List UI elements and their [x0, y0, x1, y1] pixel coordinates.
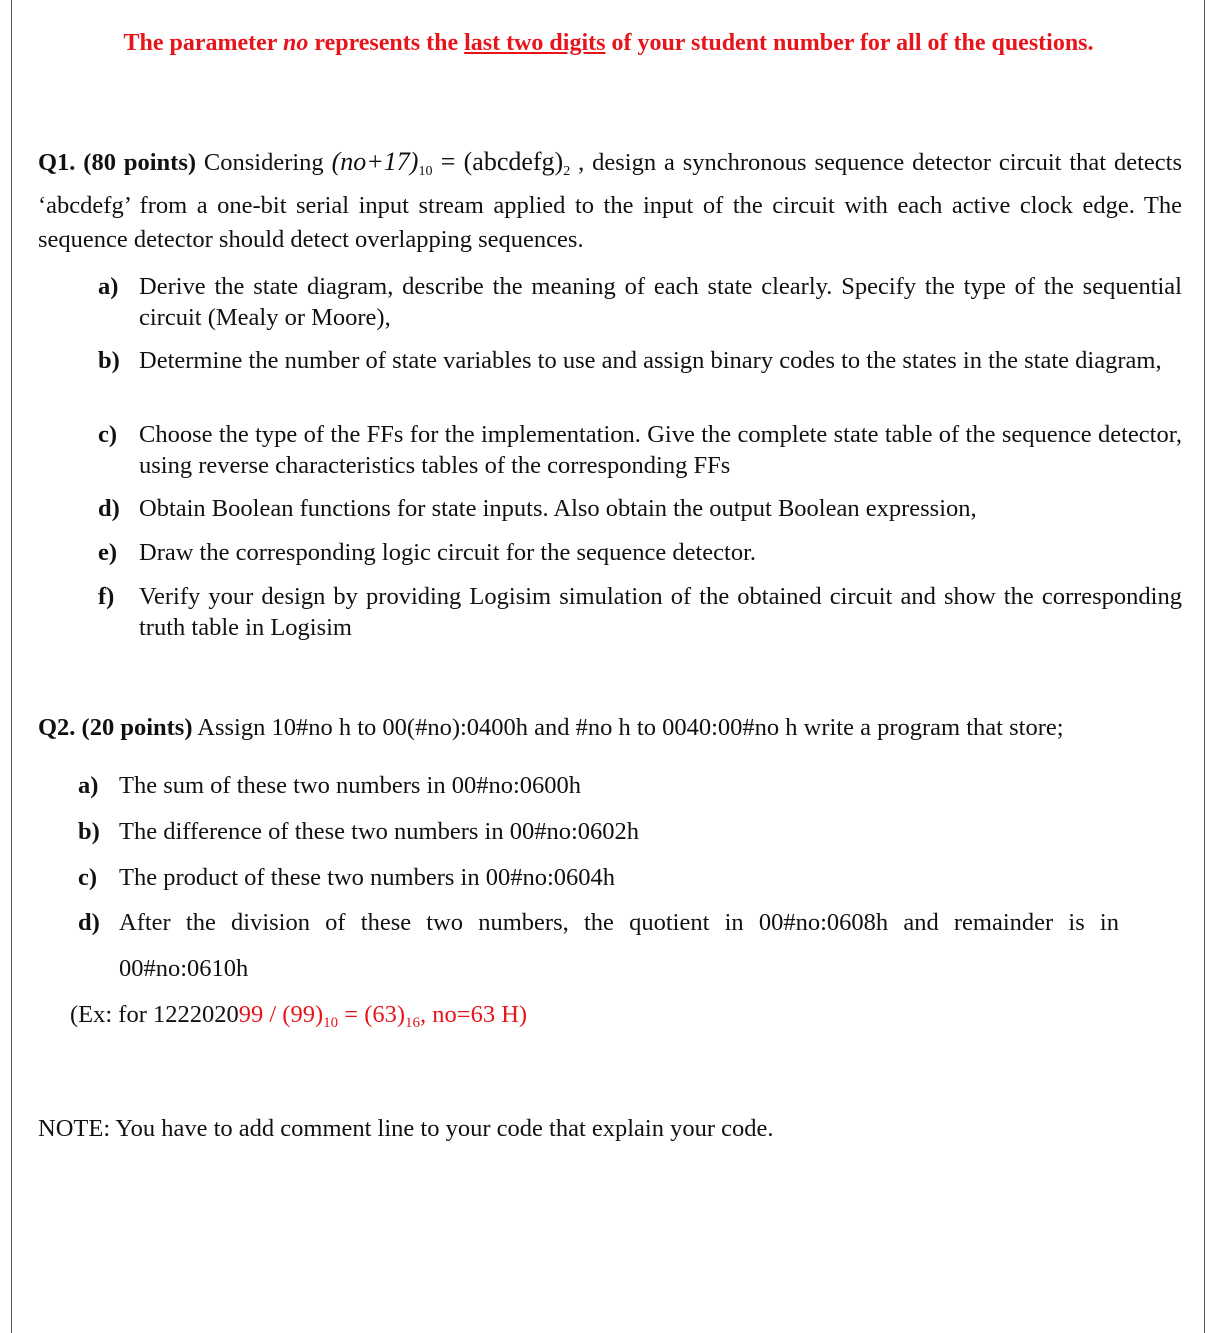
example-base10: 10	[323, 1015, 339, 1031]
item-label: d)	[98, 495, 120, 522]
example-prefix: (Ex: for 1222020	[70, 1001, 239, 1028]
banner-prefix: The parameter	[123, 30, 283, 56]
item-label: c)	[98, 421, 118, 448]
q1-expr-right-base: 2	[563, 164, 571, 179]
item-label: f)	[98, 583, 115, 610]
q1-expr-left-base: 10	[418, 164, 433, 179]
q2-statement	[38, 711, 1064, 745]
item-text: The product of these two numbers in 00#no:0604h	[119, 864, 616, 891]
q1-lead: Considering	[196, 149, 332, 176]
example-base16: 16	[405, 1015, 421, 1031]
item-label: a)	[98, 273, 119, 300]
item-text: Verify your design by providing Logisim simulation of the obtained circuit and show the corresponding truth table in Logisim	[139, 583, 1182, 641]
item-text: Derive the state diagram, describe the meaning of each state clearly. Specify the type of the sequential circuit (Mealy or Moore),	[139, 273, 1182, 331]
item-text: The sum of these two numbers in 00#no:0600h	[119, 772, 582, 799]
banner-middle: represents the	[308, 30, 465, 56]
item-label: e)	[98, 539, 118, 566]
page-border-right	[1204, 0, 1205, 1333]
example-red-digits: 99 / (99)	[238, 1001, 324, 1028]
q1-expression	[331, 147, 571, 179]
page-border-left	[11, 0, 12, 1333]
q1-equals: =	[432, 147, 464, 176]
q1-title: Q1. (80 points)	[38, 149, 197, 176]
item-text: Choose the type of the FFs for the implementation. Give the complete state table of the sequence detector, using reverse characteristics tables of the corresponding FFs	[139, 421, 1182, 479]
q2-body: Assign 10#no h to 00(#no):0400h and #no h to 0040:00#no h write a program that store;	[192, 714, 1064, 741]
q1-statement	[38, 145, 1182, 257]
item-text: Determine the number of state variables to use and assign binary codes to the states in the state diagram,	[139, 347, 1162, 374]
q2-title: Q2. (20 points)	[38, 714, 193, 741]
item-text: After the division of these two numbers, the quotient in 00#no:0608h and remainder is in 00#no:0610h	[119, 909, 1119, 982]
q1-expr-left: (no+17)	[331, 147, 419, 176]
instruction-banner	[0, 30, 1217, 57]
q1-body: , design a synchronous sequence detector circuit that detects ‘abcdefg’ from a one-bit serial input stream applied to the input of the circuit with each active clock edge. The sequence detector should detect overlapping sequences.	[38, 149, 1182, 253]
example-eq: = (63)	[338, 1001, 406, 1028]
note: NOTE: You have to add comment line to your code that explain your code.	[38, 1115, 774, 1142]
item-text: The difference of these two numbers in 00#no:0602h	[119, 818, 640, 845]
item-text: Draw the corresponding logic circuit for the sequence detector.	[139, 539, 757, 566]
q2-example	[70, 998, 527, 1040]
item-label: a)	[78, 772, 99, 799]
example-suffix: , no=63 H)	[420, 1001, 528, 1028]
item-label: d)	[78, 909, 100, 936]
item-label: b)	[78, 818, 100, 845]
item-label: c)	[78, 864, 98, 891]
banner-underlined: last two digits	[464, 30, 606, 56]
banner-suffix: of your student number for all of the questions.	[605, 30, 1094, 56]
item-label: b)	[98, 347, 120, 374]
item-text: Obtain Boolean functions for state inputs. Also obtain the output Boolean expression,	[139, 495, 977, 522]
q1-expr-right: (abcdefg)	[463, 147, 564, 176]
banner-param: no	[282, 30, 309, 56]
